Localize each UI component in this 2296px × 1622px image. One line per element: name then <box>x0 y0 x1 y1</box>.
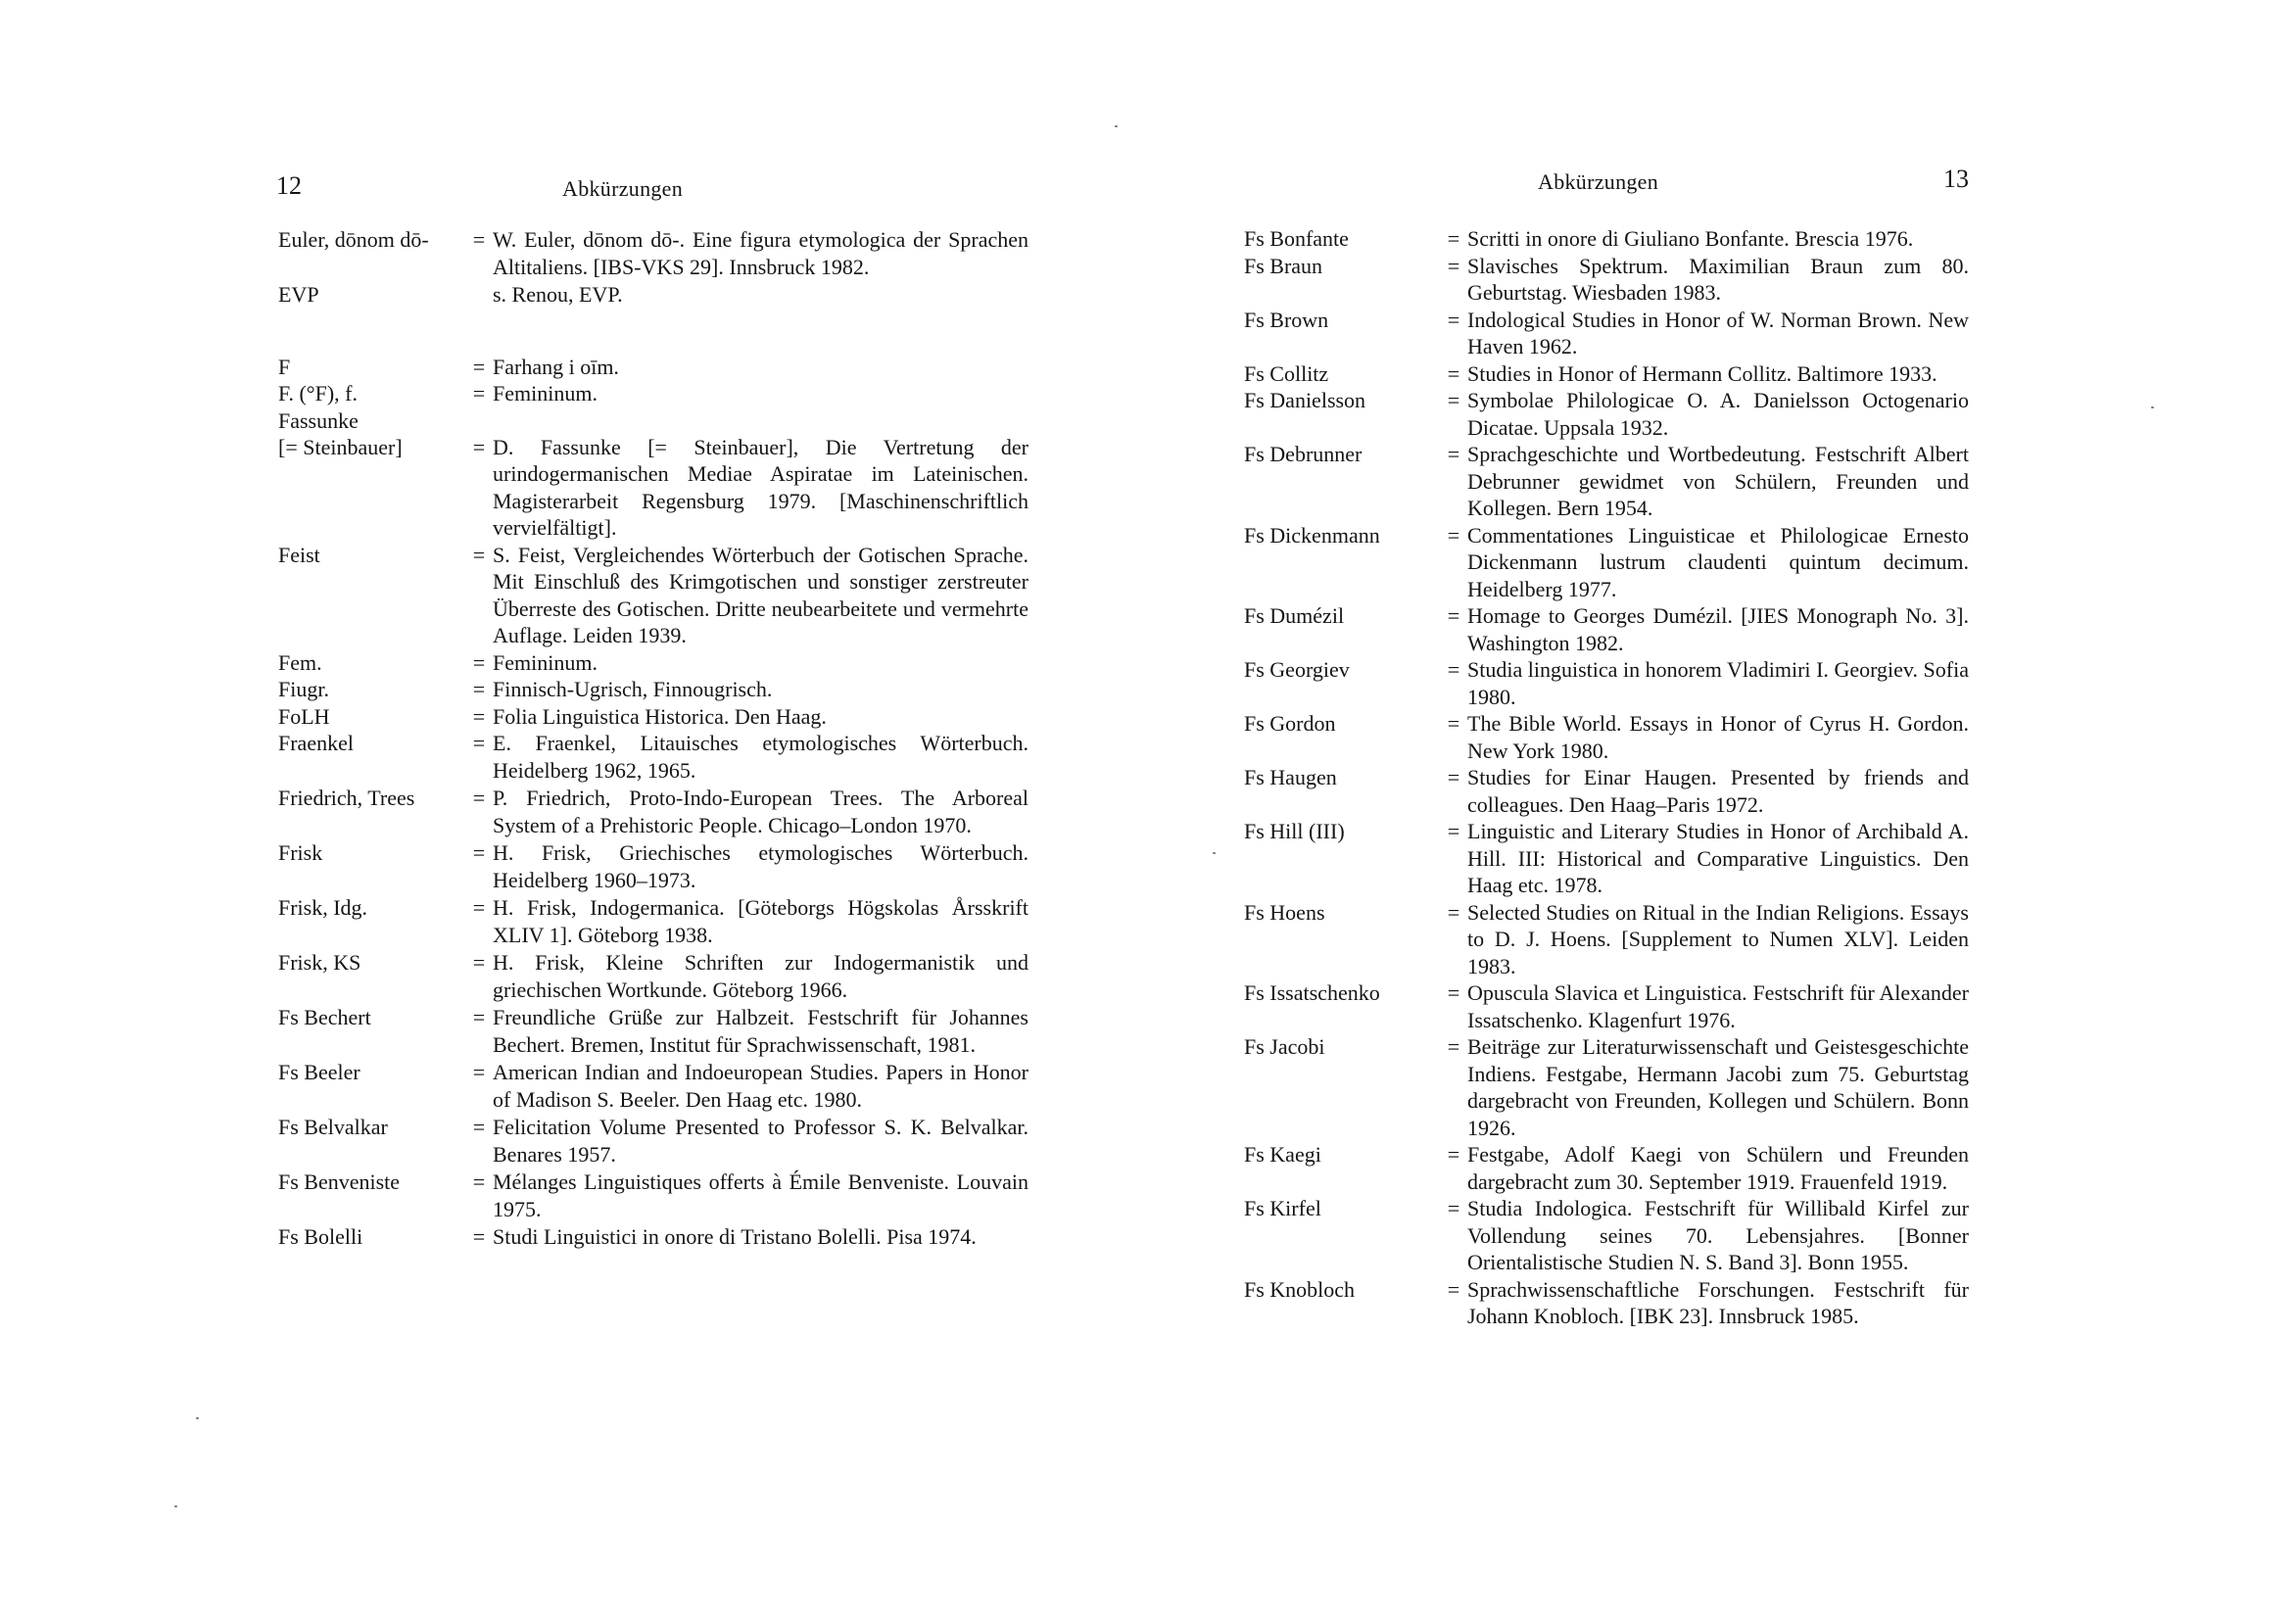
entry-term: Fs Belvalkar <box>278 1115 388 1139</box>
entry-term: F. (°F), f. <box>278 381 358 406</box>
entry-equals: = <box>1447 253 1460 278</box>
list-item <box>1244 602 1969 656</box>
entry-term: Fs Bolelli <box>278 1224 363 1249</box>
list-item <box>264 380 1028 407</box>
entry-equals: = <box>1447 522 1460 548</box>
entry-definition: Felicitation Volume Presented to Professor S. K. Belvalkar. Benares 1957. <box>493 1115 1028 1167</box>
list-item <box>264 226 1028 280</box>
entry-definition: Studia Indologica. Festschrift für Willibald Kirfel zur Vollendung seines 70. Lebensjahres. [Bonner Orientalistische Studien N. S. Band 3]. Bonn 1955. <box>1467 1196 1969 1274</box>
entry-equals: = <box>472 354 486 379</box>
entry-definition: Scritti in onore di Giuliano Bonfante. Brescia 1976. <box>1467 226 1914 251</box>
scan-speck <box>196 1417 199 1419</box>
entry-definition: S. Feist, Vergleichendes Wörterbuch der Gotischen Sprache. Mit Einschluß des Krimgotischen und sonstiger zerstreuter Überreste des Gotischen. Dritte neubearbeitete und vermehrte Auflage. Leiden 1939. <box>493 542 1028 647</box>
entry-equals: = <box>1447 226 1460 251</box>
list-item <box>264 839 1028 893</box>
entry-equals: = <box>472 1224 486 1249</box>
entry-equals: = <box>1447 980 1460 1005</box>
entry-definition: Studi Linguistici in onore di Tristano Bolelli. Pisa 1974. <box>493 1224 977 1249</box>
list-item <box>264 949 1028 1003</box>
entry-term: Fs Danielsson <box>1244 388 1366 412</box>
entry-equals: = <box>472 1060 486 1084</box>
entry-equals: = <box>1447 1034 1460 1059</box>
list-item <box>264 785 1028 838</box>
running-title: Abkürzungen <box>562 176 684 201</box>
entry-definition: Opuscula Slavica et Linguistica. Festschrift für Alexander Issatschenko. Klagenfurt 1976. <box>1467 980 1969 1032</box>
entry-term: Fs Kirfel <box>1244 1196 1321 1220</box>
list-item <box>1244 818 1969 899</box>
list-item <box>264 407 1028 542</box>
list-item <box>1244 1195 1969 1276</box>
page-number: 12 <box>276 171 302 200</box>
list-item <box>1244 764 1969 818</box>
entry-definition: Freundliche Grüße zur Halbzeit. Festschrift für Johannes Bechert. Bremen, Institut für Sprachwissenschaft, 1981. <box>493 1005 1028 1057</box>
entry-definition: The Bible World. Essays in Honor of Cyrus H. Gordon. New York 1980. <box>1467 711 1969 763</box>
entry-term: EVP <box>278 282 319 307</box>
entry-term: Feist <box>278 542 320 567</box>
entry-term: Euler, dōnom dō- <box>278 227 429 252</box>
entry-equals: = <box>472 434 486 459</box>
list-item <box>264 354 1028 381</box>
entry-equals: = <box>1447 765 1460 789</box>
entry-definition: D. Fassunke [= Steinbauer], Die Vertretung der urindogermanischen Mediae Aspiratae im Lateinischen. Magisterarbeit Regensburg 1979. [Maschinenschriftlich vervielfältigt]. <box>493 434 1028 540</box>
entry-equals: = <box>472 786 486 810</box>
entry-equals: = <box>472 703 486 729</box>
entry-equals: = <box>472 1169 486 1194</box>
entry-term: Fs Collitz <box>1244 360 1329 386</box>
entry-equals: = <box>1447 819 1460 843</box>
entry-term: Fs Hill (III) <box>1244 819 1345 843</box>
entry-equals: = <box>472 1115 486 1139</box>
list-item <box>264 1223 1028 1251</box>
entry-term: Fassunke [= Steinbauer] <box>278 407 403 459</box>
entry-definition: s. Renou, EVP. <box>493 282 623 307</box>
entry-term: Fs Dickenmann <box>1244 522 1380 548</box>
entry-equals: = <box>1447 657 1460 682</box>
entry-definition: Linguistic and Literary Studies in Honor of Archibald A. Hill. III: Historical and Comparative Linguistics. Den Haag etc. 1978. <box>1467 819 1969 897</box>
entry-term: Fs Georgiev <box>1244 657 1350 682</box>
entry-term: Frisk <box>278 840 323 865</box>
entry-definition: Studies for Einar Haugen. Presented by friends and colleagues. Den Haag–Paris 1972. <box>1467 765 1969 817</box>
entry-term: Fem. <box>278 649 322 675</box>
entry-definition: Finnisch-Ugrisch, Finnougrisch. <box>493 677 773 701</box>
entry-definition: Beiträge zur Literaturwissenschaft und Geistesgeschichte Indiens. Festgabe, Hermann Jacobi zum 75. Geburtstag dargebracht von Freunden, Kollegen und Schülern. Bonn 1926. <box>1467 1034 1969 1140</box>
entry-term: Fs Issatschenko <box>1244 980 1380 1005</box>
list-item <box>1244 253 1969 307</box>
entry-term: Fs Braun <box>1244 253 1323 278</box>
list-item <box>1244 979 1969 1033</box>
running-title: Abkürzungen <box>1538 169 1659 194</box>
entry-equals: = <box>472 1005 486 1029</box>
entry-equals: = <box>472 895 486 920</box>
entry-equals: = <box>1447 442 1460 466</box>
list-item <box>1244 656 1969 710</box>
entry-definition: Selected Studies on Ritual in the Indian Religions. Essays to D. J. Hoens. [Supplement to Numen XLV]. Leiden 1983. <box>1467 899 1969 978</box>
entry-term: Fs Bechert <box>278 1005 371 1029</box>
list-item <box>1244 360 1969 388</box>
page-number: 13 <box>1943 165 1969 193</box>
entry-definition: Festgabe, Adolf Kaegi von Schülern und Freunden dargebracht zum 30. September 1919. Frauenfeld 1919. <box>1467 1142 1969 1194</box>
entry-equals: = <box>1447 1142 1460 1167</box>
list-item <box>1244 522 1969 603</box>
entry-term: Frisk, Idg. <box>278 895 368 920</box>
entry-equals: = <box>1447 388 1460 412</box>
list-item <box>264 1169 1028 1222</box>
entry-equals: = <box>472 542 486 567</box>
entry-term: Fs Hoens <box>1244 899 1325 925</box>
list-item <box>1244 225 1969 253</box>
abbreviation-list <box>264 226 1028 1251</box>
entry-equals: = <box>472 381 486 406</box>
entry-term: Fs Bonfante <box>1244 226 1349 251</box>
list-item <box>1244 1033 1969 1141</box>
list-item <box>1244 441 1969 522</box>
entry-term: Fs Knobloch <box>1244 1276 1356 1302</box>
list-item <box>1244 1141 1969 1195</box>
entry-equals: = <box>472 840 486 865</box>
list-item <box>1244 1276 1969 1330</box>
list-item <box>264 281 1028 309</box>
scan-speck <box>1213 852 1216 854</box>
entry-term: FoLH <box>278 703 330 729</box>
entry-definition: Studies in Honor of Hermann Collitz. Baltimore 1933. <box>1467 360 1937 386</box>
entry-definition: American Indian and Indoeuropean Studies. Papers in Honor of Madison S. Beeler. Den Haag etc. 1980. <box>493 1060 1028 1112</box>
entry-term: Frisk, KS <box>278 950 361 975</box>
entry-definition: Studia linguistica in honorem Vladimiri I. Georgiev. Sofia 1980. <box>1467 657 1969 709</box>
entry-term: Fs Debrunner <box>1244 442 1363 466</box>
entry-definition: H. Frisk, Kleine Schriften zur Indogermanistik und griechischen Wortkunde. Göteborg 1966. <box>493 950 1028 1002</box>
entry-definition: Symbolae Philologicae O. A. Danielsson Octogenario Dicatae. Uppsala 1932. <box>1467 388 1969 440</box>
list-item <box>264 1004 1028 1058</box>
entry-equals: = <box>1447 1276 1460 1302</box>
entry-equals: = <box>472 677 486 701</box>
scan-speck <box>1115 125 1118 127</box>
right-page <box>1244 165 1969 1330</box>
entry-term: Fs Haugen <box>1244 765 1337 789</box>
page-header <box>1244 165 1969 204</box>
entry-definition: Folia Linguistica Historica. Den Haag. <box>493 703 827 729</box>
list-item <box>264 894 1028 948</box>
list-item <box>1244 307 1969 360</box>
list-item <box>1244 387 1969 441</box>
page-header <box>264 171 1028 211</box>
list-item <box>264 730 1028 784</box>
entry-term: Fraenkel <box>278 731 354 755</box>
entry-equals: = <box>472 950 486 975</box>
entry-term: Fs Brown <box>1244 307 1329 332</box>
entry-definition: Mélanges Linguistiques offerts à Émile Benveniste. Louvain 1975. <box>493 1169 1028 1221</box>
entry-term: Fs Kaegi <box>1244 1142 1321 1167</box>
entry-term: Fs Jacobi <box>1244 1034 1325 1059</box>
entry-definition: Femininum. <box>493 381 598 406</box>
entry-equals: = <box>472 649 486 675</box>
list-item <box>264 1114 1028 1168</box>
entry-equals: = <box>472 227 486 252</box>
entry-definition: E. Fraenkel, Litauisches etymologisches Wörterbuch. Heidelberg 1962, 1965. <box>493 731 1028 783</box>
left-page <box>264 171 1028 1251</box>
entry-definition: Sprachwissenschaftliche Forschungen. Festschrift für Johann Knobloch. [IBK 23]. Innsbruck 1985. <box>1467 1276 1969 1328</box>
entry-definition: Sprachgeschichte und Wortbedeutung. Festschrift Albert Debrunner gewidmet von Schülern, Freunden und Kollegen. Bern 1954. <box>1467 442 1969 520</box>
list-item <box>264 542 1028 649</box>
entry-equals: = <box>1447 899 1460 925</box>
entry-definition: Commentationes Linguisticae et Philologicae Ernesto Dickenmann lustrum claudenti quintum decimum. Heidelberg 1977. <box>1467 522 1969 601</box>
list-item <box>264 1059 1028 1113</box>
entry-definition: H. Frisk, Griechisches etymologisches Wörterbuch. Heidelberg 1960–1973. <box>493 840 1028 892</box>
entry-definition: H. Frisk, Indogermanica. [Göteborgs Högskolas Årsskrift XLIV 1]. Göteborg 1938. <box>493 895 1028 947</box>
list-item <box>264 676 1028 703</box>
abbreviation-list <box>1244 225 1969 1330</box>
entry-equals: = <box>1447 1196 1460 1220</box>
list-item <box>264 649 1028 677</box>
entry-term: Fs Benveniste <box>278 1169 401 1194</box>
entry-equals: = <box>472 731 486 755</box>
entry-definition: P. Friedrich, Proto-Indo-European Trees. The Arboreal System of a Prehistoric People. Chicago–London 1970. <box>493 786 1028 837</box>
entry-term: F <box>278 354 291 379</box>
entry-equals: = <box>1447 360 1460 386</box>
entry-term: Fs Dumézil <box>1244 603 1345 628</box>
scan-speck <box>2151 406 2154 408</box>
scan-speck <box>174 1505 177 1507</box>
entry-term: Fs Gordon <box>1244 711 1336 736</box>
entry-definition: Indological Studies in Honor of W. Norman Brown. New Haven 1962. <box>1467 307 1969 358</box>
entry-term: Friedrich, Trees <box>278 786 415 810</box>
entry-definition: Femininum. <box>493 649 598 675</box>
entry-equals: = <box>1447 603 1460 628</box>
entry-definition: Homage to Georges Dumézil. [JIES Monograph No. 3]. Washington 1982. <box>1467 603 1969 655</box>
entry-equals: = <box>1447 711 1460 736</box>
list-item <box>1244 899 1969 980</box>
entry-term: Fs Beeler <box>278 1060 360 1084</box>
list-item <box>264 703 1028 731</box>
entry-definition: Slavisches Spektrum. Maximilian Braun zum 80. Geburtstag. Wiesbaden 1983. <box>1467 253 1969 305</box>
entry-term: Fiugr. <box>278 677 329 701</box>
entry-definition: Farhang i oīm. <box>493 354 619 379</box>
entry-equals: = <box>1447 307 1460 332</box>
list-item <box>1244 710 1969 764</box>
entry-definition: W. Euler, dōnom dō-. Eine figura etymologica der Sprachen Altitaliens. [IBS-VKS 29]. Innsbruck 1982. <box>493 227 1028 279</box>
